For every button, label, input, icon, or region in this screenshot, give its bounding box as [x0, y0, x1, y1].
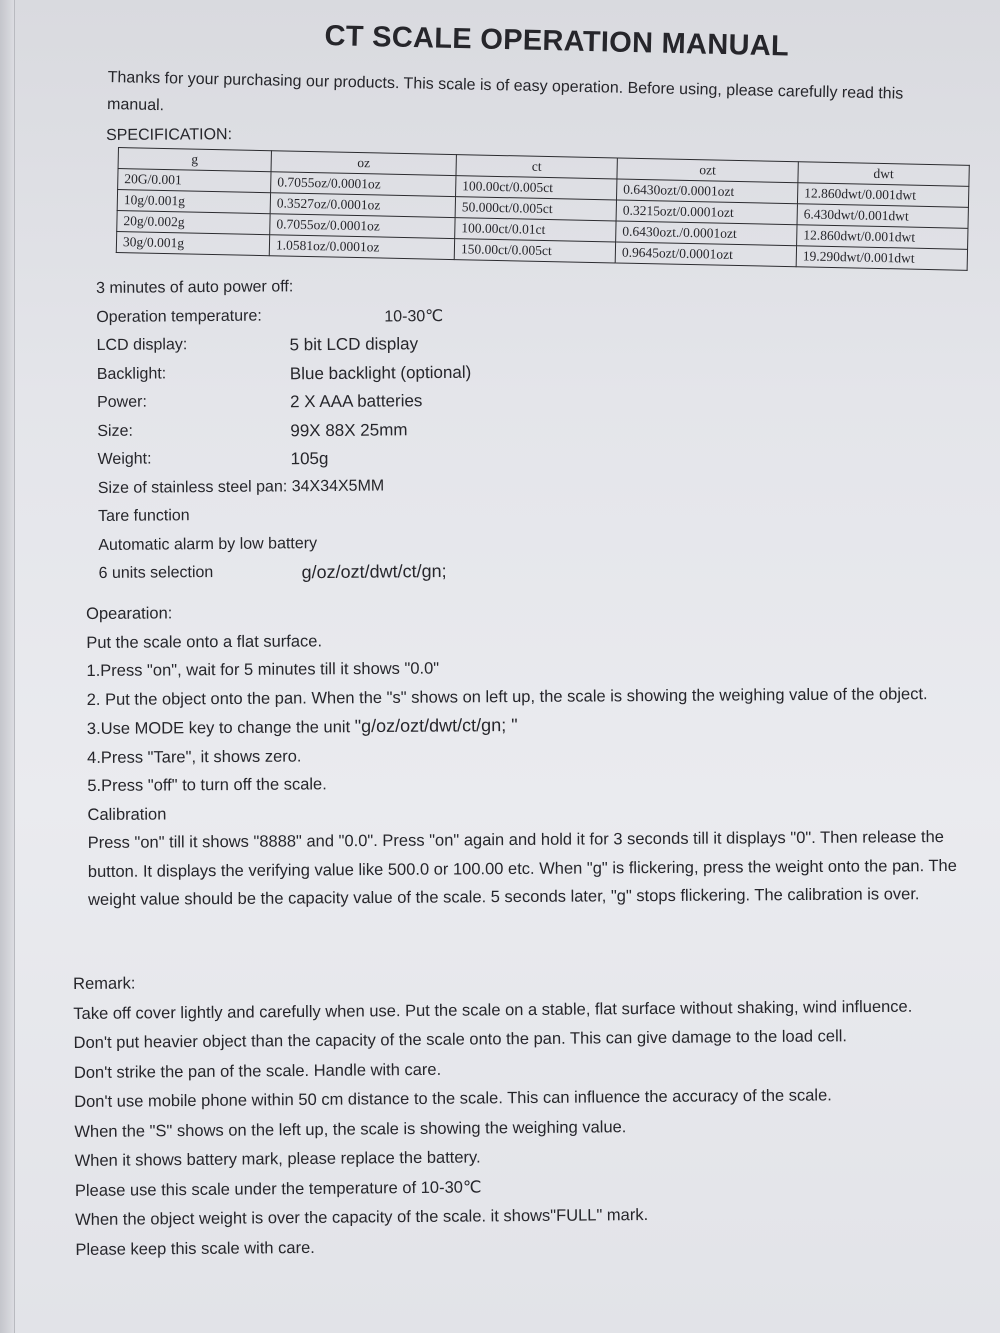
- spec-lcd-display: [96, 334, 419, 365]
- spec-value: Blue backlight (optional): [289, 362, 472, 383]
- spec-label: LCD display:: [96, 336, 188, 354]
- operation-heading: Opearation:: [86, 604, 173, 623]
- operation-section: [86, 594, 968, 915]
- spec-tare-function: Tare function: [97, 507, 190, 525]
- page-binding-edge: [0, 0, 15, 1333]
- spec-value: 2 X AAA batteries: [289, 391, 423, 412]
- spec-value: 5 bit LCD display: [289, 334, 419, 355]
- spec-low-battery-alarm: Automatic alarm by low battery: [98, 534, 318, 554]
- specification-heading: SPECIFICATION:: [106, 126, 233, 144]
- spec-label: Operation temperature:: [96, 307, 262, 326]
- table-cell: 100.00ct/0.005ct: [456, 176, 617, 200]
- operation-step-5: 5.Press "off" to turn off the scale.: [87, 775, 327, 795]
- list-item: Please keep this scale with care.: [75, 1238, 315, 1259]
- spec-label: Power:: [96, 393, 147, 411]
- operation-intro: Put the scale onto a flat surface.: [86, 631, 323, 652]
- intro-paragraph: Thanks for your purchasing our products. This scale is of easy operation. Before using, please carefully read this manual.: [106, 68, 904, 115]
- list-item: When it shows battery mark, please replace the battery.: [74, 1148, 481, 1170]
- spec-header-oz: oz: [271, 151, 456, 176]
- spec-weight: [97, 448, 384, 479]
- list-item: Please use this scale under the temperature of 10-30℃: [74, 1177, 482, 1200]
- spec-size: [97, 419, 408, 451]
- specs-list: [96, 278, 472, 594]
- table-cell: 6.430dwt/0.001dwt: [797, 204, 968, 229]
- spec-value: 10-30℃: [384, 307, 444, 325]
- table-cell: 1.0581oz/0.0001oz: [269, 235, 454, 260]
- spec-table-container: [116, 147, 970, 271]
- spec-value: 99X 88X 25mm: [290, 419, 408, 440]
- list-item: Don't strike the pan of the scale. Handle with care.: [73, 1060, 442, 1082]
- table-cell: 0.6430ozt./0.0001ozt: [616, 221, 797, 246]
- remark-heading: Remark:: [73, 974, 136, 993]
- spec-label: Size:: [97, 422, 133, 440]
- table-cell: 50.000ct/0.005ct: [455, 197, 616, 221]
- table-cell: 0.3215ozt/0.0001ozt: [616, 200, 797, 225]
- table-cell: 100.00ct/0.01ct: [455, 218, 616, 242]
- spec-auto-power-off: 3 minutes of auto power off:: [96, 278, 294, 297]
- list-item: Take off cover lightly and carefully when use. Put the scale on a stable, flat surface without shaking, wind influence.: [73, 997, 913, 1023]
- spec-units-selection: [98, 560, 447, 593]
- spec-power: [96, 391, 423, 422]
- spec-table: [116, 147, 970, 271]
- spec-header-g: g: [118, 148, 271, 172]
- table-cell: 0.6430ozt/0.0001ozt: [617, 179, 798, 204]
- spec-operation-temperature: [96, 306, 444, 337]
- operation-step-2: 2. Put the object onto the pan. When the "s" shows on left up, the scale is showing the weighing value of the object.: [86, 684, 928, 709]
- spec-value: g/oz/ozt/dwt/ct/gn;: [301, 560, 447, 583]
- spec-header-dwt: dwt: [798, 162, 969, 187]
- calibration-heading: Calibration: [87, 804, 167, 824]
- page-title: CT SCALE OPERATION MANUAL: [324, 20, 790, 63]
- operation-step-1: 1.Press "on", wait for 5 minutes till it shows "0.0": [86, 659, 440, 680]
- table-cell: 20G/0.001: [118, 169, 271, 193]
- spec-header-ct: ct: [456, 155, 617, 179]
- table-cell: 19.290dwt/0.001dwt: [796, 246, 967, 271]
- step-3-units: "g/oz/ozt/dwt/ct/gn; ": [354, 714, 518, 737]
- table-cell: 12.860dwt/0.001dwt: [797, 225, 968, 250]
- table-cell: 0.7055oz/0.0001oz: [270, 214, 455, 239]
- table-cell: 150.00ct/0.005ct: [454, 239, 615, 263]
- table-cell: 30g/0.001g: [116, 231, 269, 255]
- list-item: Don't use mobile phone within 50 cm distance to the scale. This can influence the accuracy of the scale.: [74, 1086, 832, 1111]
- spec-label: Weight:: [97, 450, 152, 468]
- table-cell: 0.7055oz/0.0001oz: [271, 172, 456, 197]
- spec-label: Backlight:: [96, 364, 167, 383]
- spec-value: 105g: [290, 448, 329, 469]
- spec-pan-size: Size of stainless steel pan: 34X34X5MM: [97, 476, 385, 497]
- operation-step-4: 4.Press "Tare", it shows zero.: [87, 746, 302, 767]
- table-cell: 0.3527oz/0.0001oz: [270, 193, 455, 218]
- table-cell: 10g/0.001g: [117, 190, 270, 214]
- spec-backlight: [96, 362, 472, 394]
- list-item: When the object weight is over the capacity of the scale. it shows"FULL" mark.: [75, 1205, 649, 1229]
- remark-section: [73, 962, 971, 1265]
- table-cell: 12.860dwt/0.001dwt: [797, 183, 968, 208]
- spec-header-ozt: ozt: [617, 158, 798, 183]
- calibration-text: Press "on" till it shows "8888" and "0.0". Press "on" again and hold it for 3 seconds till it displays "0". Then release the button. It displays the verifying value like 500.0 or 100.00 etc. When "g" is flickering, press the weight onto the pan. The weight value should be the capacity value of the scale. 5 seconds later, "g" stops flickering. The calibration is over.: [87, 828, 957, 909]
- step-3-text: 3.Use MODE key to change the unit: [86, 718, 355, 738]
- list-item: When the "S" shows on the left up, the scale is showing the weighing value.: [74, 1117, 627, 1141]
- spec-label: 6 units selection: [98, 563, 214, 582]
- table-cell: 0.9645ozt/0.0001ozt: [615, 242, 796, 267]
- list-item: Don't put heavier object than the capacity of the scale onto the pan. This can give damage to the load cell.: [73, 1027, 848, 1052]
- table-cell: 20g/0.002g: [117, 210, 270, 234]
